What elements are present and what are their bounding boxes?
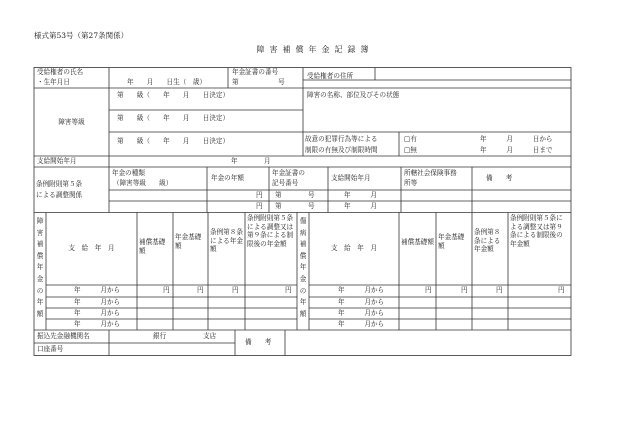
article8-amount-header: 条例第８条による年金額	[474, 228, 501, 254]
compensation-base-header: 補償基礎額	[139, 238, 166, 255]
yen-unit: 円	[425, 286, 432, 294]
form-number: 様式第53号（第27条関係）	[34, 31, 129, 40]
pension-base-header: 年金基礎額	[438, 233, 465, 250]
period-cell: 年 月から	[74, 297, 121, 306]
amount-yen: 円	[256, 191, 263, 199]
yen-unit: 円	[496, 286, 503, 294]
adjustment-remarks-label: 備 考	[486, 174, 513, 182]
page-title: 障害補償年金記録簿	[256, 45, 374, 54]
start-year-month: 年 月	[344, 202, 377, 210]
restriction-date-from: 年 月 日から	[480, 135, 553, 143]
restriction-no-checkbox: □無	[404, 146, 417, 154]
disability-pension-vertical-label: 障害補償年金の年額	[36, 217, 44, 318]
recipient-birth-label: ・生年月日	[37, 78, 70, 86]
pension-type-label: 年金の種類	[112, 169, 145, 177]
adjustment-start-label: 支給開始年月	[331, 174, 371, 182]
period-cell: 年 月から	[338, 297, 385, 306]
crime-restriction-label: 故意の犯罪行為等による	[305, 135, 378, 143]
bank-remarks-label: 備 考	[245, 338, 272, 346]
restriction-date-to: 年 月 日まで	[480, 146, 553, 154]
period-cell: 年 月から	[338, 308, 385, 317]
bank-name-suffix: 銀行	[153, 332, 167, 340]
period-cell: 年 月から	[74, 319, 121, 328]
certificate-symbol-label: 年金証書の	[272, 169, 305, 177]
payment-start-field: 年 月	[231, 157, 271, 165]
disability-description-label: 障害の名称、部位及びその状態	[307, 91, 400, 99]
compensation-base-header: 補償基礎額	[401, 238, 434, 246]
birth-date-field: 年 月 日生（ 歳）	[127, 78, 207, 86]
grade-row: 第 級（ 年 月 日決定）	[117, 91, 230, 99]
grade-row: 第 級（ 年 月 日決定）	[117, 114, 230, 122]
pension-base-header: 年金基礎額	[175, 233, 202, 250]
pension-type-grade: （障害等級 級）	[113, 179, 173, 187]
yen-unit: 円	[163, 286, 170, 294]
bank-institution-label: 振込先金融機関名	[37, 332, 90, 340]
disability-grade-label: 障害等級	[58, 118, 85, 126]
account-number-label: 口座番号	[37, 345, 64, 353]
adjustment-label: による調整関係	[36, 191, 83, 199]
branch-name-suffix: 支店	[203, 332, 217, 340]
recipient-name-label: 受給権者の氏名	[37, 68, 84, 76]
yen-unit: 円	[558, 286, 565, 294]
annual-amount-label: 年金の年額	[211, 174, 244, 182]
period-cell: 年 月から	[338, 286, 385, 294]
injury-pension-vertical-label: 傷病補償年金の年額	[299, 217, 307, 318]
payment-period-header: 支 給 年 月	[68, 244, 115, 252]
start-year-month: 年 月	[344, 191, 377, 199]
recipient-address-label: 受給権者の住所	[307, 72, 354, 80]
payment-start-label: 支給開始年月	[37, 157, 77, 165]
yen-unit: 円	[232, 286, 239, 294]
period-cell: 年 月から	[74, 286, 121, 294]
supplementary-adjusted-header: 条例附則第５条による調整又は第９条による制限後の年金額	[510, 214, 563, 248]
yen-unit: 円	[285, 286, 292, 294]
supplementary-adjusted-header: 条例附則第５条による調整又は第９条による制限後の年金額	[247, 214, 294, 248]
crime-restriction-label: 制限の有無及び制限時間	[305, 146, 378, 154]
certificate-number-label: 年金証書の番号	[232, 68, 279, 76]
adjustment-label: 条例附則第５条	[36, 180, 83, 188]
certificate-number-field: 第 号	[232, 78, 285, 86]
social-insurance-office-label: 所轄社会保険事務	[404, 169, 457, 177]
period-cell: 年 月から	[74, 308, 121, 317]
grade-row: 第 級（ 年 月 日決定）	[117, 137, 230, 145]
certificate-number: 第 号	[275, 191, 315, 199]
restriction-yes-checkbox: □有	[404, 135, 417, 143]
yen-unit: 円	[461, 286, 468, 294]
article8-amount-header: 条例第８条による年金額	[210, 228, 243, 254]
amount-yen: 円	[256, 202, 263, 210]
payment-period-header: 支 給 年 月	[330, 244, 378, 252]
social-insurance-office-label: 所等	[404, 179, 418, 187]
period-cell: 年 月から	[338, 319, 385, 328]
certificate-number: 第 号	[275, 202, 315, 210]
certificate-symbol-label: 記号番号	[272, 179, 299, 187]
yen-unit: 円	[197, 286, 204, 294]
